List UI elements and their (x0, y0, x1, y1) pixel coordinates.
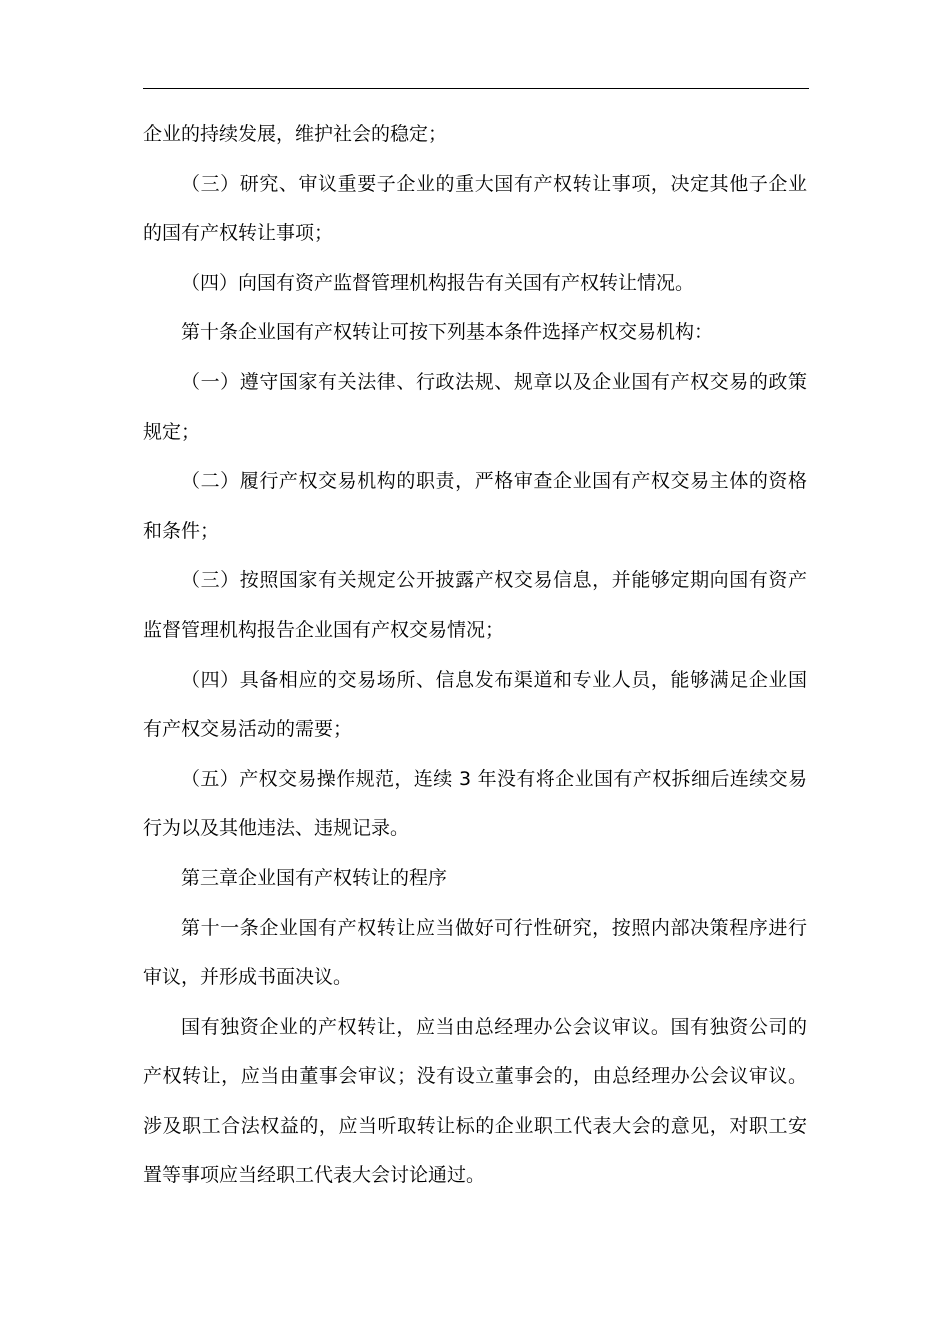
paragraph-1: 企业的持续发展，维护社会的稳定； (143, 123, 448, 145)
header-rule (143, 88, 809, 89)
paragraph-6: （二）履行产权交易机构的职责，严格审查企业国有产权交易主体的资格和条件； (143, 470, 807, 542)
document-body (143, 110, 807, 1201)
article-10-heading: 第十条企业国有产权转让可按下列基本条件选择产权交易机构： (181, 321, 714, 344)
paragraph-9: （五）产权交易操作规范，连续 3 年没有将企业国有产权拆细后连续交易行为以及其他违法、违规记录。 (143, 767, 807, 840)
chapter-3-heading: 第三章企业国有产权转让的程序 (181, 866, 448, 889)
paragraph-7: （三）按照国家有关规定公开披露产权交易信息，并能够定期向国有资产监督管理机构报告企业国有产权交易情况； (143, 569, 807, 641)
paragraph-3: （四）向国有资产监督管理机构报告有关国有产权转让情况。 (181, 271, 695, 294)
paragraph-2: （三）研究、审议重要子企业的重大国有产权转让事项，决定其他子企业的国有产权转让事项； (143, 172, 807, 245)
paragraph-12: 国有独资企业的产权转让，应当由总经理办公会议审议。国有独资公司的产权转让，应当由董事会审议；没有设立董事会的，由总经理办公会议审议。涉及职工合法权益的，应当听取转让标的企业职工代表大会的意见，对职工安置等事项应当经职工代表大会讨论通过。 (143, 1015, 807, 1187)
paragraph-5: （一）遵守国家有关法律、行政法规、规章以及企业国有产权交易的政策规定； (143, 370, 807, 443)
article-11: 第十一条企业国有产权转让应当做好可行性研究，按照内部决策程序进行审议，并形成书面决议。 (143, 916, 807, 989)
paragraph-8: （四）具备相应的交易场所、信息发布渠道和专业人员，能够满足企业国有产权交易活动的需要； (143, 668, 807, 741)
